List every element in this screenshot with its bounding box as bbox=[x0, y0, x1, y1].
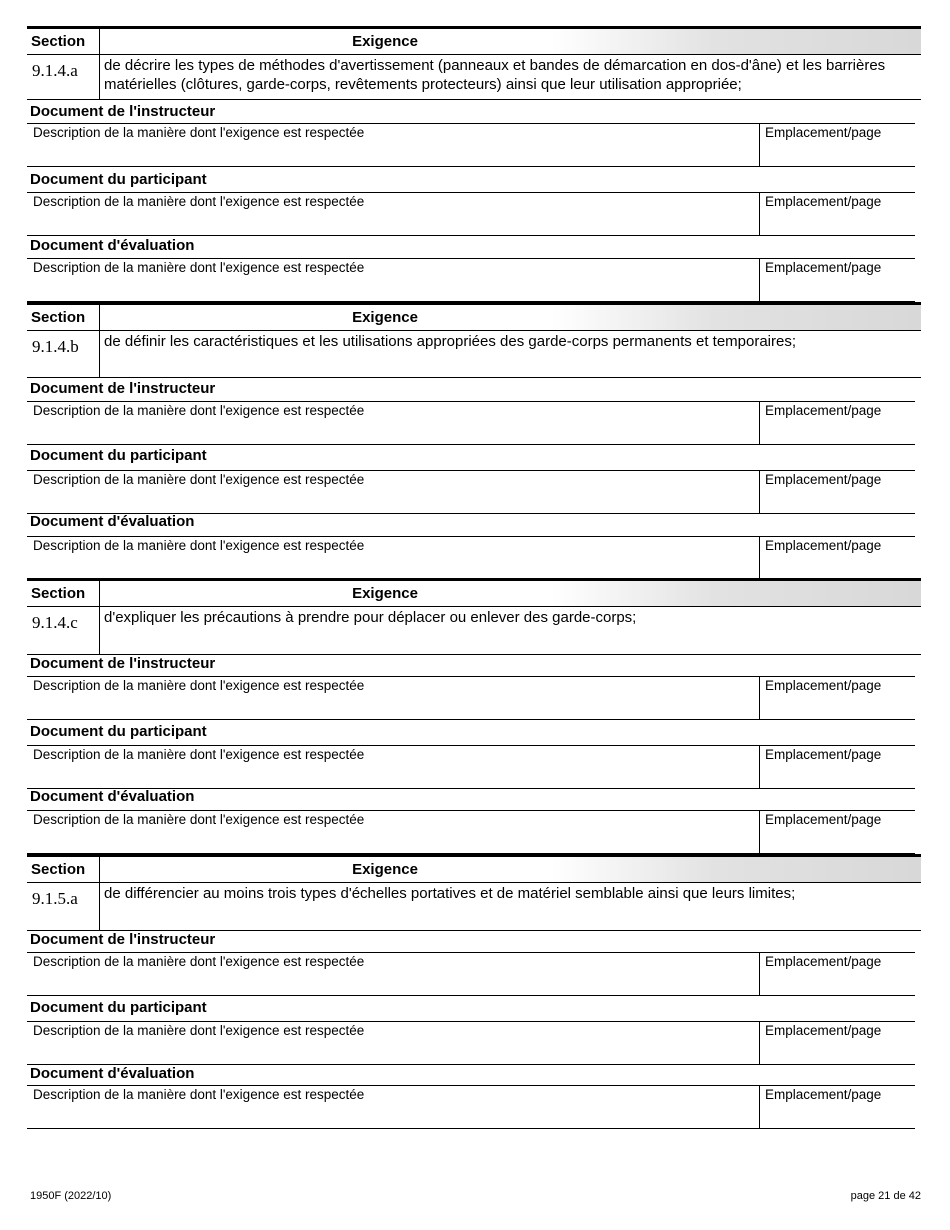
instructor-document-row bbox=[27, 952, 915, 996]
requirement-row bbox=[27, 55, 921, 100]
requirement-column-header bbox=[100, 857, 921, 882]
evaluation-document-title: Document d'évaluation bbox=[30, 788, 195, 805]
evaluation-document-title: Document d'évaluation bbox=[30, 513, 195, 530]
evaluation-description-field[interactable]: Description de la manière dont l'exigence est respectée bbox=[33, 1087, 365, 1102]
instructor-location-field[interactable]: Emplacement/page bbox=[765, 125, 882, 140]
block-header bbox=[27, 302, 921, 331]
participant-document-row bbox=[27, 470, 915, 514]
column-divider bbox=[759, 953, 760, 996]
participant-location-field[interactable]: Emplacement/page bbox=[765, 747, 882, 762]
requirement-header-label: Exigence bbox=[352, 585, 418, 602]
instructor-description-field[interactable]: Description de la manière dont l'exigence est respectée bbox=[33, 954, 365, 969]
participant-location-field[interactable]: Emplacement/page bbox=[765, 194, 882, 209]
requirement-column-header bbox=[100, 29, 921, 54]
requirement-header-label: Exigence bbox=[352, 861, 418, 878]
participant-document-row bbox=[27, 192, 915, 236]
evaluation-document-row bbox=[27, 810, 915, 854]
evaluation-location-field[interactable]: Emplacement/page bbox=[765, 260, 882, 275]
column-divider bbox=[759, 259, 760, 302]
form-code: 1950F (2022/10) bbox=[30, 1190, 112, 1202]
instructor-document-row bbox=[27, 401, 915, 445]
participant-description-field[interactable]: Description de la manière dont l'exigence est respectée bbox=[33, 1023, 365, 1038]
evaluation-document-title: Document d'évaluation bbox=[30, 237, 195, 254]
instructor-document-title: Document de l'instructeur bbox=[30, 380, 216, 397]
participant-document-row bbox=[27, 745, 915, 789]
block-header bbox=[27, 578, 921, 607]
participant-description-field[interactable]: Description de la manière dont l'exigence est respectée bbox=[33, 472, 365, 487]
requirement-text: d'expliquer les précautions à prendre pour déplacer ou enlever des garde-corps; bbox=[104, 609, 637, 626]
evaluation-location-field[interactable]: Emplacement/page bbox=[765, 538, 882, 553]
instructor-description-field[interactable]: Description de la manière dont l'exigence est respectée bbox=[33, 125, 365, 140]
evaluation-description-field[interactable]: Description de la manière dont l'exigence est respectée bbox=[33, 812, 365, 827]
column-divider bbox=[759, 402, 760, 445]
section-number: 9.1.4.b bbox=[27, 331, 100, 377]
instructor-document-title: Document de l'instructeur bbox=[30, 655, 216, 672]
participant-document-title: Document du participant bbox=[30, 171, 207, 188]
participant-document-title: Document du participant bbox=[30, 999, 207, 1016]
column-divider bbox=[759, 677, 760, 720]
requirement-header-label: Exigence bbox=[352, 33, 418, 50]
instructor-document-row bbox=[27, 676, 915, 720]
evaluation-document-row bbox=[27, 536, 915, 580]
requirement-text: de définir les caractéristiques et les utilisations appropriées des garde-corps permanents et temporaires; bbox=[104, 333, 797, 350]
instructor-location-field[interactable]: Emplacement/page bbox=[765, 954, 882, 969]
instructor-location-field[interactable]: Emplacement/page bbox=[765, 678, 882, 693]
section-number: 9.1.5.a bbox=[27, 883, 100, 930]
evaluation-document-row bbox=[27, 258, 915, 302]
section-column-header: Section bbox=[27, 305, 100, 330]
participant-document-title: Document du participant bbox=[30, 447, 207, 464]
participant-location-field[interactable]: Emplacement/page bbox=[765, 1023, 882, 1038]
section-column-header: Section bbox=[27, 857, 100, 882]
requirement-row bbox=[27, 883, 921, 931]
instructor-document-title: Document de l'instructeur bbox=[30, 931, 216, 948]
block-header bbox=[27, 854, 921, 883]
evaluation-document-title: Document d'évaluation bbox=[30, 1065, 195, 1082]
participant-description-field[interactable]: Description de la manière dont l'exigence est respectée bbox=[33, 194, 365, 209]
block-header bbox=[27, 26, 921, 55]
requirement-header-label: Exigence bbox=[352, 309, 418, 326]
instructor-location-field[interactable]: Emplacement/page bbox=[765, 403, 882, 418]
instructor-document-title: Document de l'instructeur bbox=[30, 103, 216, 120]
requirement-row bbox=[27, 607, 921, 655]
column-divider bbox=[759, 471, 760, 514]
column-divider bbox=[759, 193, 760, 236]
section-number: 9.1.4.a bbox=[27, 55, 100, 99]
participant-document-title: Document du participant bbox=[30, 723, 207, 740]
requirement-column-header bbox=[100, 581, 921, 606]
evaluation-document-row bbox=[27, 1085, 915, 1129]
evaluation-location-field[interactable]: Emplacement/page bbox=[765, 812, 882, 827]
instructor-description-field[interactable]: Description de la manière dont l'exigence est respectée bbox=[33, 403, 365, 418]
instructor-document-row bbox=[27, 123, 915, 167]
participant-location-field[interactable]: Emplacement/page bbox=[765, 472, 882, 487]
instructor-description-field[interactable]: Description de la manière dont l'exigence est respectée bbox=[33, 678, 365, 693]
evaluation-description-field[interactable]: Description de la manière dont l'exigence est respectée bbox=[33, 260, 365, 275]
column-divider bbox=[759, 811, 760, 854]
participant-document-row bbox=[27, 1021, 915, 1065]
participant-description-field[interactable]: Description de la manière dont l'exigence est respectée bbox=[33, 747, 365, 762]
requirement-column-header bbox=[100, 305, 921, 330]
evaluation-location-field[interactable]: Emplacement/page bbox=[765, 1087, 882, 1102]
evaluation-description-field[interactable]: Description de la manière dont l'exigence est respectée bbox=[33, 538, 365, 553]
requirement-text: de décrire les types de méthodes d'avertissement (panneaux et bandes de démarcation en dos-d'âne) et les barrières matérielles (clôtures, garde-corps, revêtements protecteurs) ainsi que leur utilisation appropriée; bbox=[104, 57, 886, 93]
column-divider bbox=[759, 1022, 760, 1065]
section-number: 9.1.4.c bbox=[27, 607, 100, 654]
column-divider bbox=[759, 746, 760, 789]
section-column-header: Section bbox=[27, 29, 100, 54]
column-divider bbox=[759, 124, 760, 167]
column-divider bbox=[759, 537, 760, 580]
requirement-row bbox=[27, 331, 921, 378]
column-divider bbox=[759, 1086, 760, 1129]
section-column-header: Section bbox=[27, 581, 100, 606]
requirement-text: de différencier au moins trois types d'échelles portatives et de matériel semblable ainsi que leurs limites; bbox=[104, 885, 796, 902]
page-number: page 21 de 42 bbox=[850, 1190, 921, 1202]
